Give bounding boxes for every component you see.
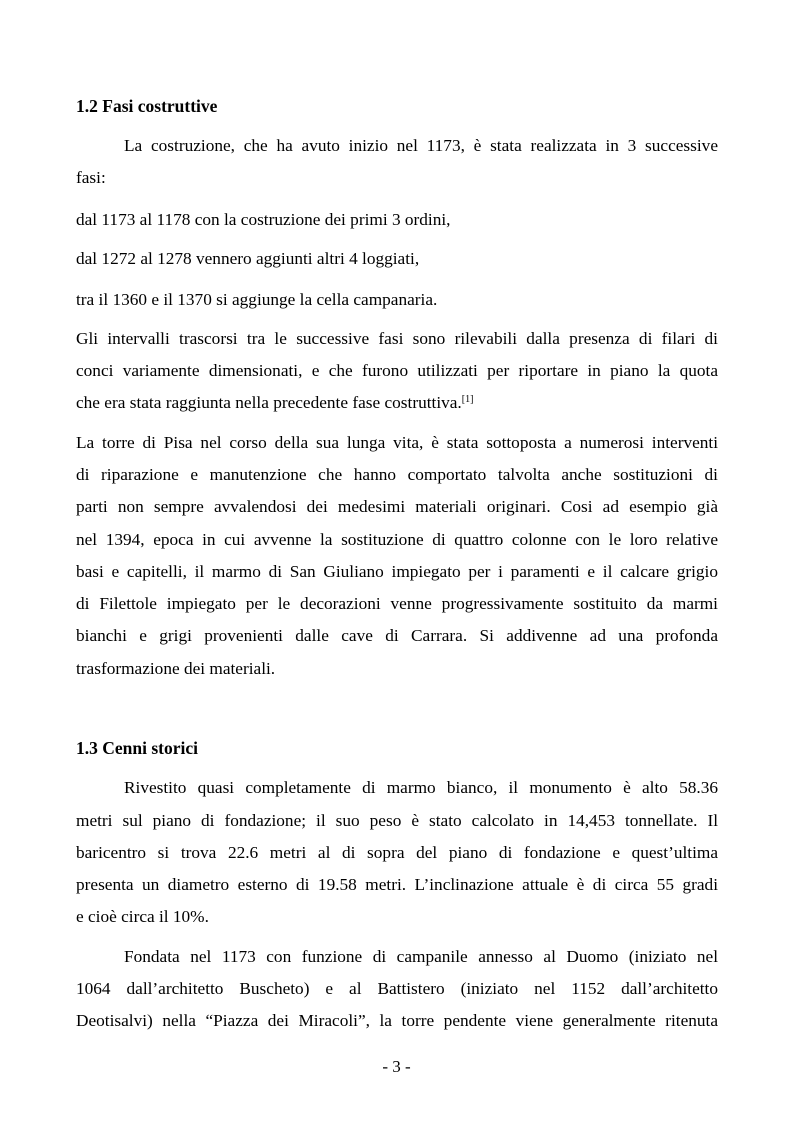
paragraph-line: La torre di Pisa nel corso della sua lunga vita, è stata sottoposta a numerosi interventi: [76, 433, 718, 452]
list-item: dal 1272 al 1278 vennero aggiunti altri 4 loggiati,: [76, 249, 420, 268]
paragraph-line: metri sul piano di fondazione; il suo peso è stato calcolato in 14,453 tonnellate. Il: [76, 811, 718, 830]
page-number: - 3 -: [382, 1057, 411, 1076]
paragraph-line: trasformazione dei materiali.: [76, 659, 276, 678]
paragraph-line: 1064 dall’architetto Buscheto) e al Battistero (iniziato nel 1152 dall’architetto: [76, 979, 718, 998]
paragraph-line: Fondata nel 1173 con funzione di campanile annesso al Duomo (iniziato nel: [124, 947, 718, 966]
list-item: tra il 1360 e il 1370 si aggiunge la cella campanaria.: [76, 290, 438, 309]
paragraph-line: parti non sempre avvalendosi dei medesimi materiali originari. Cosi ad esempio già: [76, 497, 718, 516]
footnote-reference: [1]: [461, 394, 474, 405]
section-heading-cenni-storici: 1.3 Cenni storici: [76, 738, 199, 758]
paragraph-line: bianchi e grigi provenienti dalle cave di Carrara. Si addivenne ad una profonda: [76, 626, 718, 645]
paragraph-line: e cioè circa il 10%.: [76, 907, 209, 926]
paragraph-line: baricentro si trova 22.6 metri al di sopra del piano di fondazione e quest’ultima: [76, 843, 718, 862]
paragraph-text: che era stata raggiunta nella precedente fase costruttiva.: [76, 393, 462, 412]
paragraph-line: nel 1394, epoca in cui avvenne la sostituzione di quattro colonne con le loro relative: [76, 530, 718, 549]
paragraph-line: La costruzione, che ha avuto inizio nel 1173, è stata realizzata in 3 successive: [124, 136, 718, 155]
paragraph-line: di Filettole impiegato per le decorazioni venne progressivamente sostituito da marmi: [76, 594, 718, 613]
section-heading-fasi-costruttive: 1.2 Fasi costruttive: [76, 96, 218, 116]
paragraph-line: basi e capitelli, il marmo di San Giuliano impiegato per i paramenti e il calcare grigio: [76, 562, 718, 581]
paragraph-line: Deotisalvi) nella “Piazza dei Miracoli”, la torre pendente viene generalmente ritenuta: [76, 1011, 718, 1030]
paragraph-line: Rivestito quasi completamente di marmo bianco, il monumento è alto 58.36: [124, 778, 718, 797]
list-item: dal 1173 al 1178 con la costruzione dei primi 3 ordini,: [76, 210, 451, 229]
paragraph-line: [76, 393, 718, 413]
paragraph-line: di riparazione e manutenzione che hanno comportato talvolta anche sostituzioni di: [76, 465, 718, 484]
paragraph-line: Gli intervalli trascorsi tra le successive fasi sono rilevabili dalla presenza di filari di: [76, 329, 718, 348]
paragraph-line: conci variamente dimensionati, e che furono utilizzati per riportare in piano la quota: [76, 361, 718, 380]
paragraph-line: fasi:: [76, 168, 106, 187]
paragraph-line: presenta un diametro esterno di 19.58 metri. L’inclinazione attuale è di circa 55 gradi: [76, 875, 718, 894]
